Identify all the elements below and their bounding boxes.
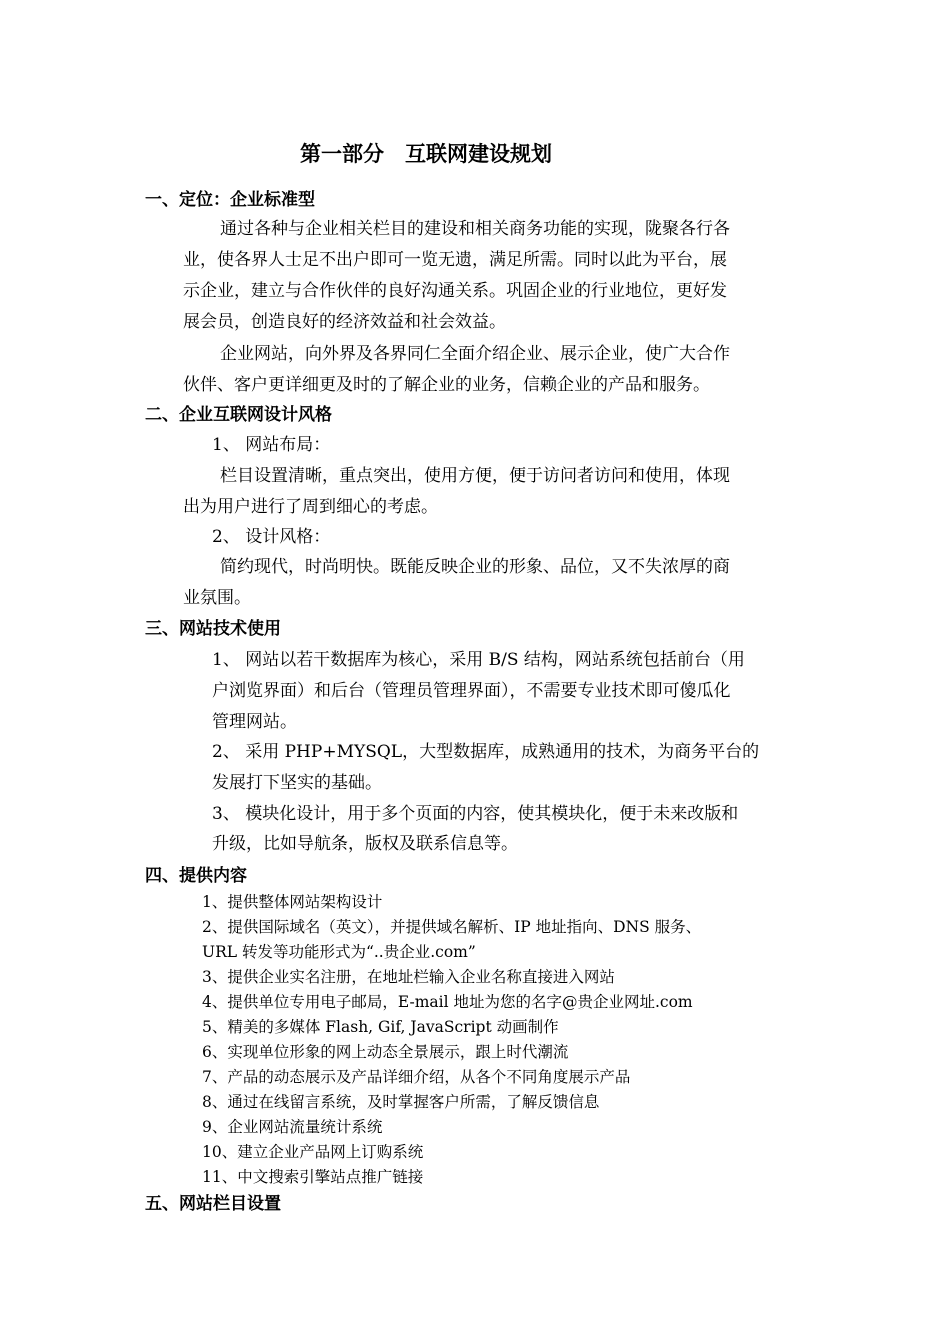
section-2-heading: 二、企业互联网设计风格 xyxy=(145,405,332,425)
section-2-item-2: 2、 设计风格： xyxy=(212,527,331,547)
section-1-paragraph-1-line-2: 业，使各界人士足不出户即可一览无遗，满足所需。同时以此为平台，展 xyxy=(183,250,727,270)
section-2-paragraph-2-line-1: 简约现代，时尚明快。既能反映企业的形象、品位，又不失浓厚的商 xyxy=(220,557,730,577)
section-4-item-4: 4、提供单位专用电子邮局，E-mail 地址为您的名字@贵企业网址.com xyxy=(202,993,693,1011)
section-2-paragraph-1-line-1: 栏目设置清晰，重点突出，使用方便，便于访问者访问和使用，体现 xyxy=(220,466,730,486)
section-4-item-8: 8、通过在线留言系统，及时掌握客户所需，了解反馈信息 xyxy=(202,1093,600,1111)
section-3-item-1-line-2: 户浏览界面）和后台（管理员管理界面），不需要专业技术即可傻瓜化 xyxy=(212,681,731,701)
section-3-item-2-line-2: 发展打下坚实的基础。 xyxy=(212,773,382,793)
section-4-item-9: 9、企业网站流量统计系统 xyxy=(202,1118,383,1136)
section-1-paragraph-1-line-3: 示企业，建立与合作伙伴的良好沟通关系。巩固企业的行业地位，更好发 xyxy=(183,281,727,301)
page-title: 第一部分 互联网建设规划 xyxy=(300,142,552,166)
section-4-heading: 四、提供内容 xyxy=(145,866,247,886)
section-4-item-7: 7、产品的动态展示及产品详细介绍，从各个不同角度展示产品 xyxy=(202,1068,631,1086)
section-3-item-3-line-2: 升级，比如导航条，版权及联系信息等。 xyxy=(212,834,518,854)
section-4-item-3: 3、提供企业实名注册，在地址栏输入企业名称直接进入网站 xyxy=(202,968,615,986)
section-4-item-11: 11、中文搜索引擎站点推广链接 xyxy=(202,1168,424,1186)
section-2-paragraph-1-line-2: 出为用户进行了周到细心的考虑。 xyxy=(183,497,438,517)
section-3-item-2-line-1: 2、 采用 PHP+MYSQL，大型数据库，成熟通用的技术，为商务平台的 xyxy=(212,742,760,762)
section-4-item-1: 1、提供整体网站架构设计 xyxy=(202,893,383,911)
section-5-heading: 五、网站栏目设置 xyxy=(145,1194,281,1214)
section-4-item-5: 5、精美的多媒体 Flash, Gif, JavaScript 动画制作 xyxy=(202,1018,559,1036)
section-3-item-1-line-3: 管理网站。 xyxy=(212,712,297,732)
section-4-item-2-line-1: 2、提供国际域名（英文），并提供域名解析、IP 地址指向、DNS 服务、 xyxy=(202,918,702,936)
section-3-item-3-line-1: 3、 模块化设计，用于多个页面的内容，使其模块化，便于未来改版和 xyxy=(212,804,739,824)
section-3-heading: 三、网站技术使用 xyxy=(145,619,281,639)
section-3-item-1-line-1: 1、 网站以若干数据库为核心，采用 B/S 结构，网站系统包括前台（用 xyxy=(212,650,745,670)
section-1-paragraph-1-line-4: 展会员，创造良好的经济效益和社会效益。 xyxy=(183,312,506,332)
section-2-paragraph-2-line-2: 业氛围。 xyxy=(183,588,251,608)
section-1-paragraph-1-line-1: 通过各种与企业相关栏目的建设和相关商务功能的实现，陇聚各行各 xyxy=(220,219,730,239)
section-2-item-1: 1、 网站布局： xyxy=(212,435,331,455)
section-4-item-10: 10、建立企业产品网上订购系统 xyxy=(202,1143,424,1161)
section-1-paragraph-2-line-1: 企业网站，向外界及各界同仁全面介绍企业、展示企业，使广大合作 xyxy=(220,344,730,364)
section-4-item-6: 6、实现单位形象的网上动态全景展示，跟上时代潮流 xyxy=(202,1043,569,1061)
section-1-paragraph-2-line-2: 伙伴、客户更详细更及时的了解企业的业务，信赖企业的产品和服务。 xyxy=(183,375,710,395)
section-1-heading: 一、定位：企业标准型 xyxy=(145,190,315,210)
section-4-item-2-line-2: URL 转发等功能形式为“..贵企业.com” xyxy=(202,943,476,961)
